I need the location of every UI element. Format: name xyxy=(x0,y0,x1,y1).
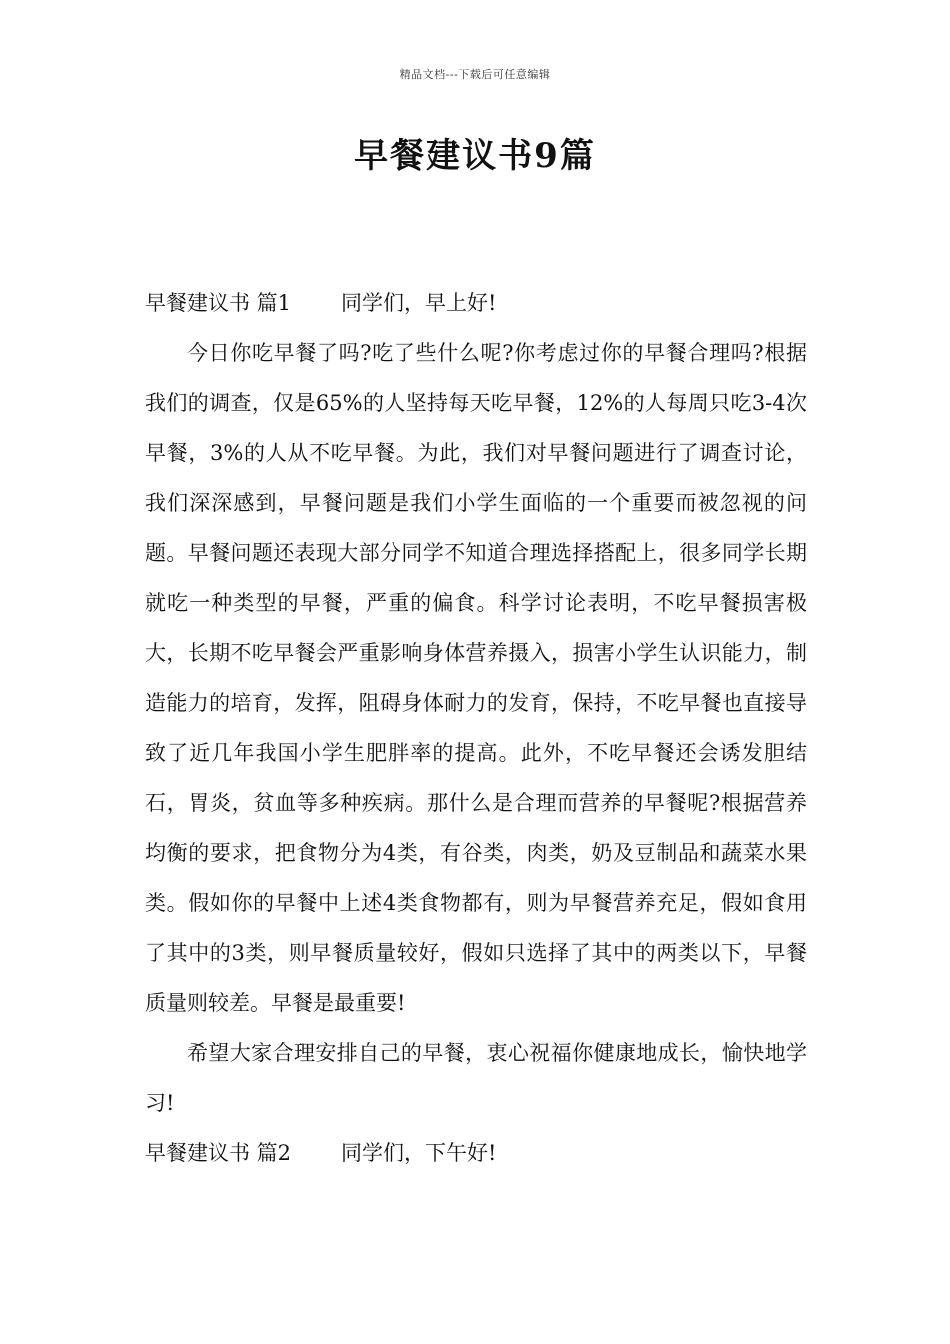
header-note: 精品文档---下载后可任意编辑 xyxy=(399,68,551,81)
section-greeting: 同学们，早上好! xyxy=(341,291,497,315)
document-body xyxy=(145,278,807,1178)
document-title: 早餐建议书9篇 xyxy=(354,136,596,176)
paragraph: 今日你吃早餐了吗?吃了些什么呢?你考虑过你的早餐合理吗?根据我们的调查，仅是65%的人坚持每天吃早餐，12%的人每周只吃3-4次早餐，3%的人从不吃早餐。为此，我们对早餐问题进行了调查讨论，我们深深感到，早餐问题是我们小学生面临的一个重要而被忽视的问题。早餐问题还表现大部分同学不知道合理选择搭配上，很多同学长期就吃一种类型的早餐，严重的偏食。科学讨论表明，不吃早餐损害极大，长期不吃早餐会严重影响身体营养摄入，损害小学生认识能力，制造能力的培育，发挥，阻碍身体耐力的发育，保持，不吃早餐也直接导致了近几年我国小学生肥胖率的提高。此外，不吃早餐还会诱发胆结石，胃炎，贫血等多种疾病。那什么是合理而营养的早餐呢?根据营养均衡的要求，把食物分为4类，有谷类，肉类，奶及豆制品和蔬菜水果类。假如你的早餐中上述4类食物都有，则为早餐营养充足，假如食用了其中的3类，则早餐质量较好，假如只选择了其中的两类以下，早餐质量则较差。早餐是最重要! xyxy=(145,341,807,1015)
section-label: 早餐建议书 篇1 xyxy=(145,291,292,315)
section-heading-1 xyxy=(145,278,807,328)
section-label: 早餐建议书 篇2 xyxy=(145,1141,292,1165)
section-heading-2 xyxy=(145,1128,807,1178)
section-greeting: 同学们，下午好! xyxy=(341,1141,497,1165)
paragraph: 希望大家合理安排自己的早餐，衷心祝福你健康地成长，愉快地学习! xyxy=(145,1041,807,1115)
